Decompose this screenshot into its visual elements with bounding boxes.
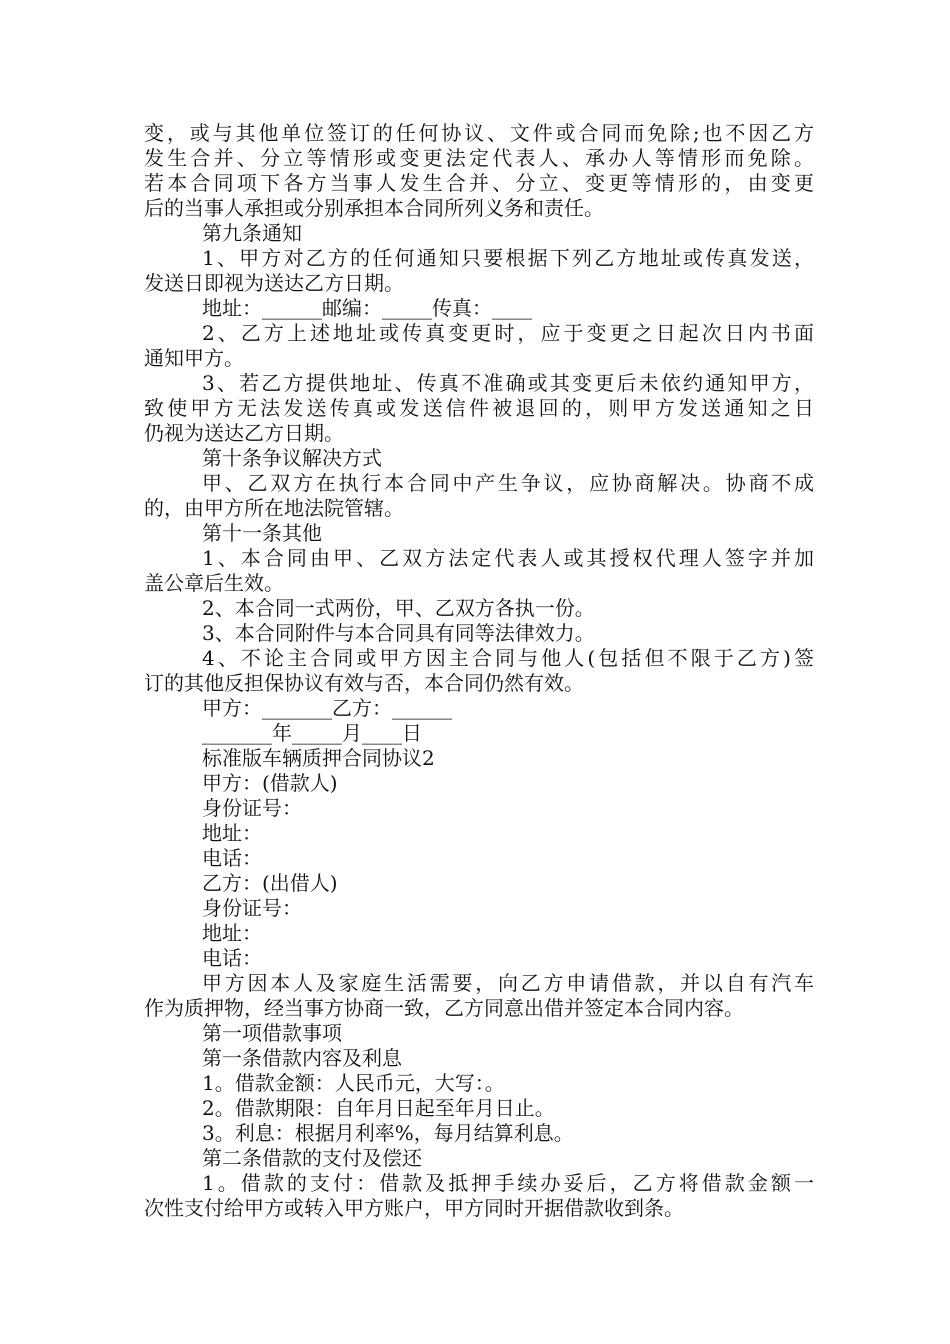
signature-line: 甲方：_______乙方：______ [202, 696, 452, 720]
document-body [144, 121, 814, 1221]
date-line: _______年_____月____日 [202, 721, 422, 745]
phone-field: 电话： [202, 946, 262, 970]
id-number-field: 身份证号： [202, 896, 302, 920]
form-field-line: 地址：______邮编：_____传真：____ [202, 296, 532, 320]
paragraph-line: 订的其他反担保协议有效与否，本合同仍然有效。 [144, 671, 584, 695]
address-field: 地址： [202, 921, 262, 945]
phone-field: 电话： [202, 846, 262, 870]
document-title: 标准版车辆质押合同协议2 [202, 746, 435, 770]
id-number-field: 身份证号： [202, 796, 302, 820]
section-heading: 第一项借款事项 [202, 1021, 342, 1045]
section-heading: 第九条通知 [202, 221, 302, 245]
paragraph-line: 3、本合同附件与本合同具有同等法律效力。 [202, 621, 595, 645]
paragraph-line: 发生合并、分立等情形或变更法定代表人、承办人等情形而免除。 [144, 146, 814, 170]
address-field: 地址： [202, 821, 262, 845]
paragraph-line: 盖公章后生效。 [144, 571, 284, 595]
section-heading: 第二条借款的支付及偿还 [202, 1146, 422, 1170]
paragraph-line: 致使甲方无法发送传真或发送信件被退回的，则甲方发送通知之日 [144, 396, 814, 420]
paragraph-line: 变，或与其他单位签订的任何协议、文件或合同而免除;也不因乙方 [144, 121, 814, 145]
paragraph-line: 3、若乙方提供地址、传真不准确或其变更后未依约通知甲方， [202, 371, 814, 395]
paragraph-line: 仍视为送达乙方日期。 [144, 421, 344, 445]
paragraph-line: 3。利息：根据月利率%，每月结算利息。 [202, 1121, 574, 1145]
section-heading: 第十一条其他 [202, 521, 322, 545]
party-a-label: 甲方：(借款人) [202, 771, 338, 795]
paragraph-line: 1、甲方对乙方的任何通知只要根据下列乙方地址或传真发送， [202, 246, 814, 270]
paragraph-line: 2。借款期限：自年月日起至年月日止。 [202, 1096, 555, 1120]
paragraph-line: 的，由甲方所在地法院管辖。 [144, 496, 404, 520]
paragraph-line: 4、不论主合同或甲方因主合同与他人(包括但不限于乙方)签 [202, 646, 814, 670]
paragraph-line: 次性支付给甲方或转入甲方账户，甲方同时开据借款收到条。 [144, 1196, 684, 1220]
section-heading: 第一条借款内容及利息 [202, 1046, 402, 1070]
paragraph-line: 若本合同项下各方当事人发生合并、分立、变更等情形的，由变更 [144, 171, 814, 195]
paragraph-line: 后的当事人承担或分别承担本合同所列义务和责任。 [144, 196, 604, 220]
paragraph-line: 2、本合同一式两份，甲、乙双方各执一份。 [202, 596, 595, 620]
paragraph-line: 1。借款金额：人民币元，大写：。 [202, 1071, 505, 1095]
paragraph-line: 甲方因本人及家庭生活需要，向乙方申请借款，并以自有汽车 [202, 971, 814, 995]
paragraph-line: 1。借款的支付：借款及抵押手续办妥后，乙方将借款金额一 [202, 1171, 814, 1195]
paragraph-line: 发送日即视为送达乙方日期。 [144, 271, 404, 295]
paragraph-line: 作为质押物，经当事方协商一致，乙方同意出借并签定本合同内容。 [144, 996, 744, 1020]
paragraph-line: 2、乙方上述地址或传真变更时，应于变更之日起次日内书面 [202, 321, 814, 345]
paragraph-line: 通知甲方。 [144, 346, 244, 370]
paragraph-line: 1、本合同由甲、乙双方法定代表人或其授权代理人签字并加 [202, 546, 814, 570]
paragraph-line: 甲、乙双方在执行本合同中产生争议，应协商解决。协商不成 [202, 471, 814, 495]
party-b-label: 乙方：(出借人) [202, 871, 338, 895]
section-heading: 第十条争议解决方式 [202, 446, 382, 470]
